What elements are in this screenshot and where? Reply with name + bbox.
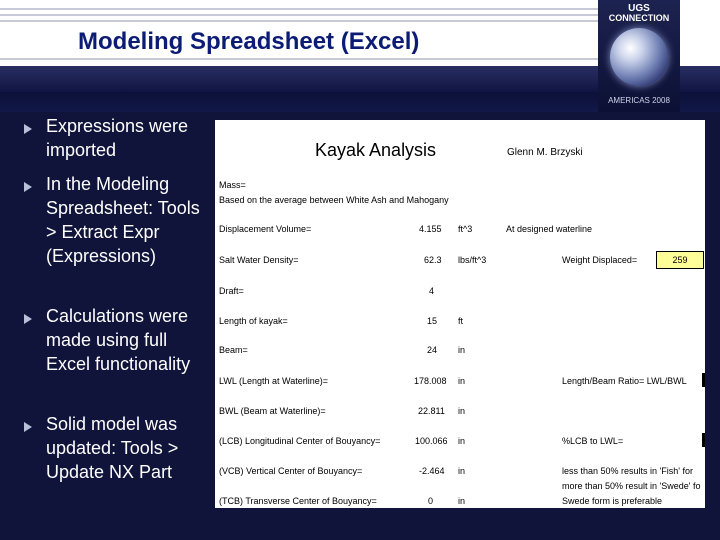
bullet-arrow-icon <box>24 422 32 432</box>
row-unit: in <box>458 345 466 355</box>
row-note: Swede form is preferable <box>562 496 663 506</box>
row-unit: lbs/ft^3 <box>458 255 487 265</box>
row-label: Length of kayak= <box>219 316 288 326</box>
row-label: Beam= <box>219 345 248 355</box>
row-value: 22.811 <box>418 406 445 416</box>
row-note: %LCB to LWL= <box>562 436 624 446</box>
bullet-text: Solid model was updated: Tools > Update NX Part <box>46 414 179 482</box>
row-label: (LCB) Longitudinal Center of Bouyancy= <box>219 436 381 446</box>
row-label: LWL (Length at Waterline)= <box>219 376 328 386</box>
row-value: 24 <box>427 345 438 355</box>
row-label: (TCB) Transverse Center of Bouyancy= <box>219 496 377 506</box>
row-unit: in <box>458 376 466 386</box>
row-note: Length/Beam Ratio= LWL/BWL <box>562 376 687 386</box>
row-label: Salt Water Density= <box>219 255 299 265</box>
row-note: Weight Displaced= <box>562 255 638 265</box>
row-value: 0 <box>428 496 434 506</box>
logo-line1: UGS <box>628 3 650 14</box>
row-unit: in <box>458 436 466 446</box>
row-unit: in <box>458 406 466 416</box>
bullet-arrow-icon <box>24 182 32 192</box>
row-value: 4 <box>429 286 435 296</box>
row-note: less than 50% results in 'Fish' for <box>562 466 693 476</box>
row-unit: ft^3 <box>458 224 473 234</box>
row-label: (VCB) Vertical Center of Bouyancy= <box>219 466 363 476</box>
logo-line3: AMERICAS 2008 <box>608 96 670 105</box>
spreadsheet <box>215 120 705 508</box>
bullet-text: In the Modeling Spreadsheet: Tools > Extract Expr (Expressions) <box>46 174 200 266</box>
row-value: -2.464 <box>419 466 445 476</box>
row-label: Draft= <box>219 286 244 296</box>
logo-line2: CONNECTION <box>608 13 670 23</box>
cell-edge-mark <box>702 433 705 447</box>
bullet-text: Expressions were imported <box>46 116 189 160</box>
header-stripe <box>0 20 600 22</box>
globe-icon <box>610 28 668 86</box>
mass-note: Based on the average between White Ash and Mahogany <box>219 195 449 205</box>
row-label: BWL (Beam at Waterline)= <box>219 406 326 416</box>
bullet-arrow-icon <box>24 124 32 134</box>
sheet-author: Glenn M. Brzyski <box>507 147 583 158</box>
row-unit: in <box>458 466 466 476</box>
cell-edge-mark <box>702 373 705 387</box>
row-value: 15 <box>427 316 438 326</box>
row-unit: in <box>458 496 466 506</box>
row-value: 100.066 <box>415 436 448 446</box>
page-title: Modeling Spreadsheet (Excel) <box>78 28 420 55</box>
bullet-arrow-icon <box>24 314 32 324</box>
row-value: 4.155 <box>419 224 442 234</box>
row-value: 62.3 <box>424 255 442 265</box>
sheet-title: Kayak Analysis <box>315 140 437 160</box>
row-note: more than 50% result in 'Swede' fo <box>562 481 701 491</box>
row-label: Displacement Volume= <box>219 224 312 234</box>
row-unit: ft <box>458 316 464 326</box>
header-stripe <box>0 14 600 16</box>
logo <box>598 0 680 112</box>
mass-label: Mass= <box>219 180 246 190</box>
header-stripe <box>0 8 600 10</box>
header-stripe <box>0 58 600 60</box>
row-note: At designed waterline <box>506 224 593 234</box>
weight-displaced-cell: 259 <box>656 251 704 269</box>
row-value: 178.008 <box>414 376 447 386</box>
bullet-text: Calculations were made using full Excel functionality <box>46 306 191 374</box>
